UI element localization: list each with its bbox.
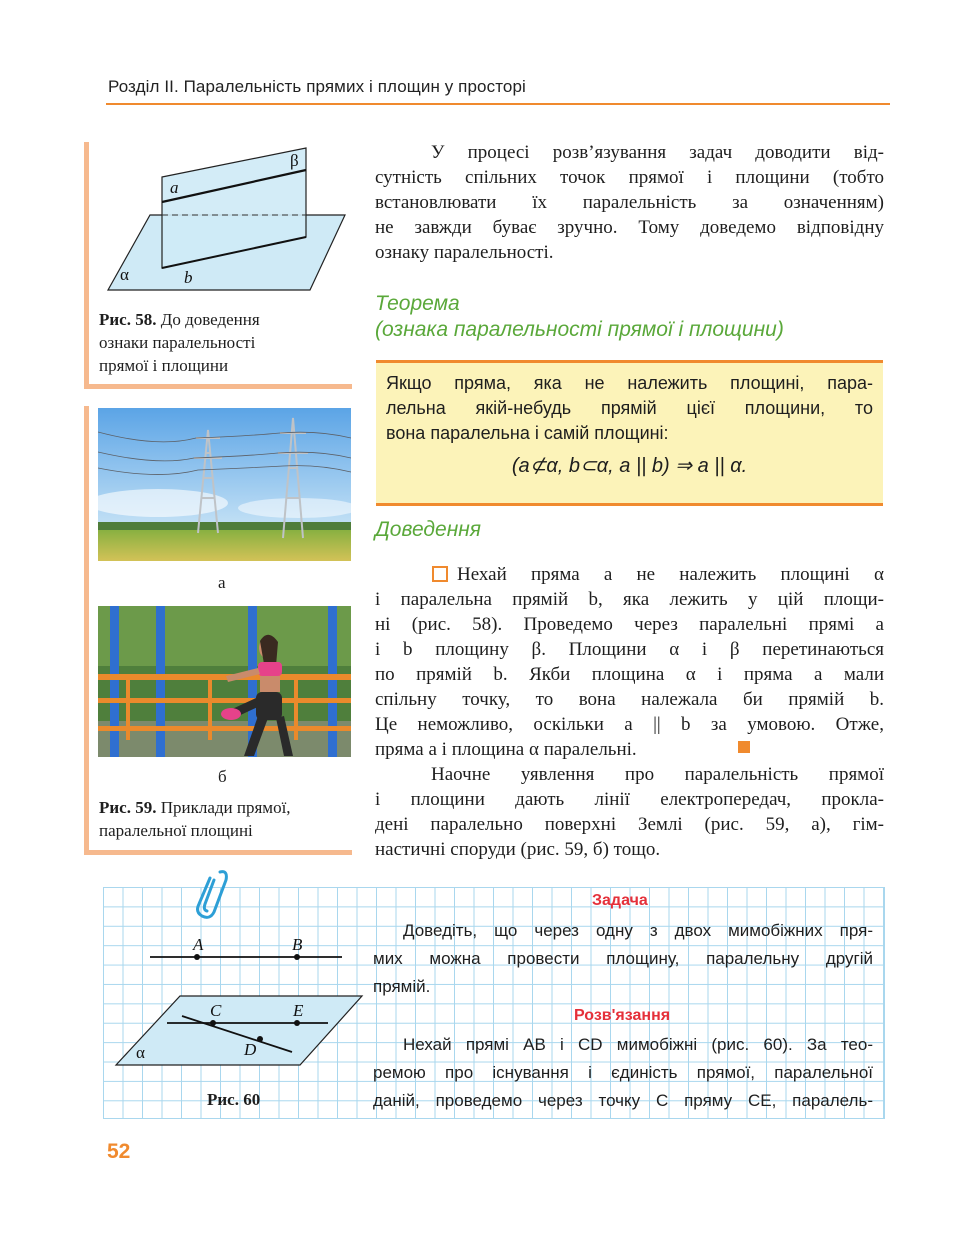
- theorem-box: [376, 360, 883, 506]
- solution-text: [373, 1031, 873, 1115]
- task-line: мих можна провести площину, паралельну другій: [373, 949, 873, 968]
- label-alpha: α: [136, 1043, 145, 1062]
- proof-line: ні (рис. 58). Проведемо через паралельні прямі a: [375, 614, 884, 635]
- figure59-caption-label: Рис. 59.: [99, 798, 157, 817]
- theorem-subtitle: (ознака паралельності прямої і площини): [375, 318, 784, 341]
- figure59-side-bar: [84, 406, 89, 854]
- theorem-formula: (a⊄α, b⊂α, a || b) ⇒ a || α.: [511, 455, 748, 477]
- running-header: Розділ II. Паралельність прямих і площин у просторі: [108, 77, 526, 96]
- theorem-line: вона паралельна і самій площині:: [386, 423, 669, 443]
- solution-line: даній, проведемо через точку C пряму CE, паралель-: [373, 1091, 873, 1110]
- figure58-caption-line: До доведення: [160, 310, 260, 329]
- outro-line: дені паралельно поверхні Землі (рис. 59, а), гім-: [375, 814, 884, 835]
- theorem-title: Теорема: [375, 292, 460, 315]
- proof-line: і паралельна прямій b, яка лежить у цій площи-: [375, 589, 884, 610]
- paperclip-icon: [190, 866, 234, 922]
- solution-title: Розв'язання: [574, 1007, 671, 1024]
- gymnastics-photo: [98, 606, 351, 757]
- label-a: a: [170, 178, 179, 197]
- point-C: [210, 1020, 216, 1026]
- proof-paragraph: [375, 562, 884, 762]
- header-rule: [106, 103, 890, 105]
- label-D: D: [244, 1040, 257, 1059]
- figure58-diagram: [100, 140, 350, 300]
- proof-line: по прямій b. Якби площина α і пряма a мали: [375, 664, 884, 685]
- task-statement: [373, 917, 873, 1001]
- figure60-caption: Рис. 60: [207, 1090, 261, 1109]
- figure58-bottom-bar: [84, 384, 352, 389]
- theorem-line: лельна якій-небудь прямій цієї площини, то: [386, 398, 873, 418]
- solution-line: ремою про існування і єдиність прямої, паралельної: [373, 1063, 873, 1082]
- solution-line: Нехай прямі AB і CD мимобіжні (рис. 60). За тео-: [403, 1035, 873, 1054]
- proof-end-square-icon: [738, 741, 750, 753]
- point-A: [194, 954, 200, 960]
- point-B: [294, 954, 300, 960]
- proof-title: Доведення: [375, 518, 482, 541]
- plane-alpha: [116, 996, 362, 1065]
- intro-line: не завжди буває зручно. Тому доведемо відповідну: [375, 217, 884, 238]
- task-title: Задача: [592, 892, 648, 909]
- figure59-caption: [99, 796, 349, 842]
- figure59-caption-line: паралельної площині: [99, 821, 253, 840]
- outro-line: Наочне уявлення про паралельність прямої: [431, 764, 884, 785]
- figure60-diagram: [110, 930, 365, 1070]
- proof-line: і b площину β. Площини α і β перетинаються: [375, 639, 884, 660]
- task-line: Доведіть, що через одну з двох мимобіжних пря-: [403, 921, 873, 940]
- outro-line: настичні споруди (рис. 59, б) тощо.: [375, 839, 661, 860]
- proof-line: Це неможливо, оскільки a || b за умовою. Отже,: [375, 714, 884, 735]
- proof-line: Нехай пряма a не належить площині α: [457, 564, 884, 585]
- point-E: [294, 1020, 300, 1026]
- outro-paragraph: [375, 762, 884, 862]
- proof-start-square-icon: [432, 566, 448, 582]
- figure58-caption: [99, 308, 349, 377]
- figure59-caption-line: Приклади прямої,: [160, 798, 291, 817]
- figure58-side-bar: [84, 142, 89, 388]
- proof-line: пряма a і площина α паралельні.: [375, 739, 637, 760]
- proof-line: спільну точку, то вона належала би прямій b.: [375, 689, 884, 710]
- label-alpha: α: [120, 265, 129, 284]
- intro-paragraph: [375, 140, 884, 265]
- intro-line: встановлювати їх паралельність за означенням): [375, 192, 884, 213]
- label-B: B: [292, 935, 303, 954]
- figure58-caption-label: Рис. 58.: [99, 310, 157, 329]
- theorem-line: Якщо пряма, яка не належить площині, пара-: [386, 373, 873, 393]
- figure59-label-b: б: [218, 767, 227, 786]
- power-lines-photo: [98, 408, 351, 561]
- label-b: b: [184, 268, 193, 287]
- theorem-text: [386, 371, 873, 446]
- intro-line: ознаку паралельності.: [375, 242, 554, 263]
- figure58-caption-line: ознаки паралельності: [99, 333, 256, 352]
- point-D: [257, 1036, 263, 1042]
- label-A: A: [193, 935, 204, 954]
- task-line: прямій.: [373, 977, 431, 996]
- figure59-label-a: а: [218, 573, 226, 592]
- outro-line: і площини дають лінії електропередач, прокла-: [375, 789, 884, 810]
- figure59-bottom-bar: [84, 850, 352, 855]
- label-beta: β: [290, 151, 299, 170]
- label-C: C: [210, 1001, 222, 1020]
- page-number: 52: [107, 1140, 131, 1163]
- intro-line: сутність спільних точок прямої і площини (тобто: [375, 167, 884, 188]
- figure58-caption-line: прямої і площини: [99, 356, 229, 375]
- label-E: E: [293, 1001, 304, 1020]
- intro-line: У процесі розв’язування задач доводити від-: [431, 142, 884, 163]
